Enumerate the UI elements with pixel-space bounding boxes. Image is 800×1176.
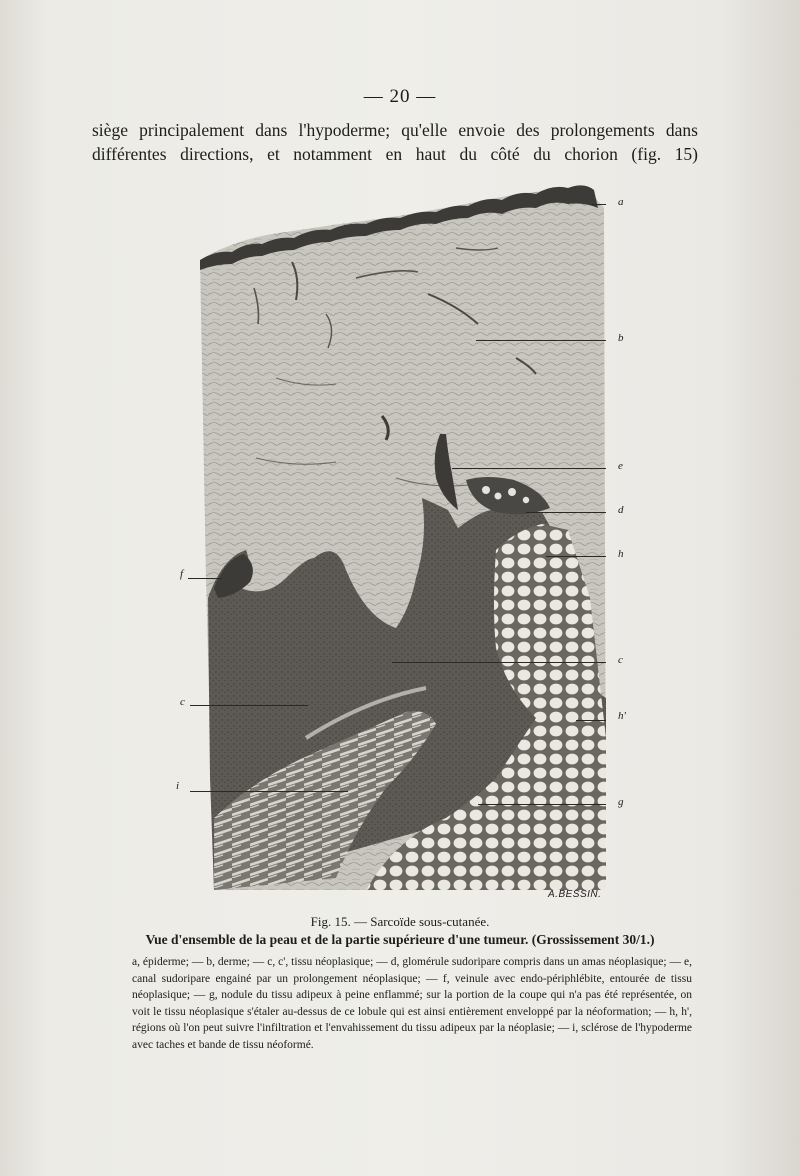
figure-label-h2: h' [618,710,626,722]
engraver-signature: A.BESSIN. [548,889,602,900]
leader-line-h2 [576,720,606,721]
leader-line-i [190,791,348,792]
figure-label-a: a [618,196,624,208]
leader-line-g [478,804,606,805]
leader-line-b [476,340,606,341]
histology-figure [196,178,606,890]
figure-legend: a, épiderme; — b, derme; — c, c', tissu néoplasique; — d, glomérule sudoripare compris dans un amas néoplasique; — e, canal sudoripare engainé par un prolongement néoplasique; — f, veinule avec endo-périphlébite, entourée de tissu néoplasique; — g, nodule du tissu adipeux à peine enflammé; sur la portion de la coupe qui n'a pas été représentée, on voit le tissu néoplasique s'étaler au-dessus de ce lobule qui est ainsi entièrement enveloppé par la néoformation; — h, h', régions où l'on peut suivre l'infiltration et l'envahissement du tissu adipeux par la néoplasie; — i, sclérose de l'hypoderme avec taches et bande de tissu néoformé. [132,956,692,1051]
figure-label-c2: c [180,696,185,708]
figure-label-h: h [618,548,624,560]
leader-line-h [546,556,606,557]
figure-label-g: g [618,796,624,808]
figure-subcaption: Vue d'ensemble de la peau et de la partie supérieure d'une tumeur. (Grossissement 30/1.) [145,932,655,947]
intro-line: différentes directions, et notamment en haut du côté du chorion (fig. 15) [92,144,698,164]
figure-caption: Fig. 15. — Sarcoïde sous-cutanée. [310,914,490,929]
leader-line-d [526,512,606,513]
leader-line-f [188,578,222,579]
leader-line-c2 [190,705,308,706]
intro-paragraph [92,118,698,166]
figure-label-c1: c [618,654,623,666]
figure-label-d: d [618,504,624,516]
intro-line: siège principalement dans l'hypoderme; qu'elle envoie des prolongements dans [92,120,698,140]
figure-label-b: b [618,332,624,344]
leader-line-e [452,468,606,469]
leader-line-c1 [392,662,606,663]
leader-line-a [592,204,606,205]
histology-illustration [196,178,606,890]
page-number: — 20 — [363,86,437,107]
figure-label-e: e [618,460,623,472]
figure-label-f: f [180,568,184,580]
figure-label-i: i [176,780,180,792]
